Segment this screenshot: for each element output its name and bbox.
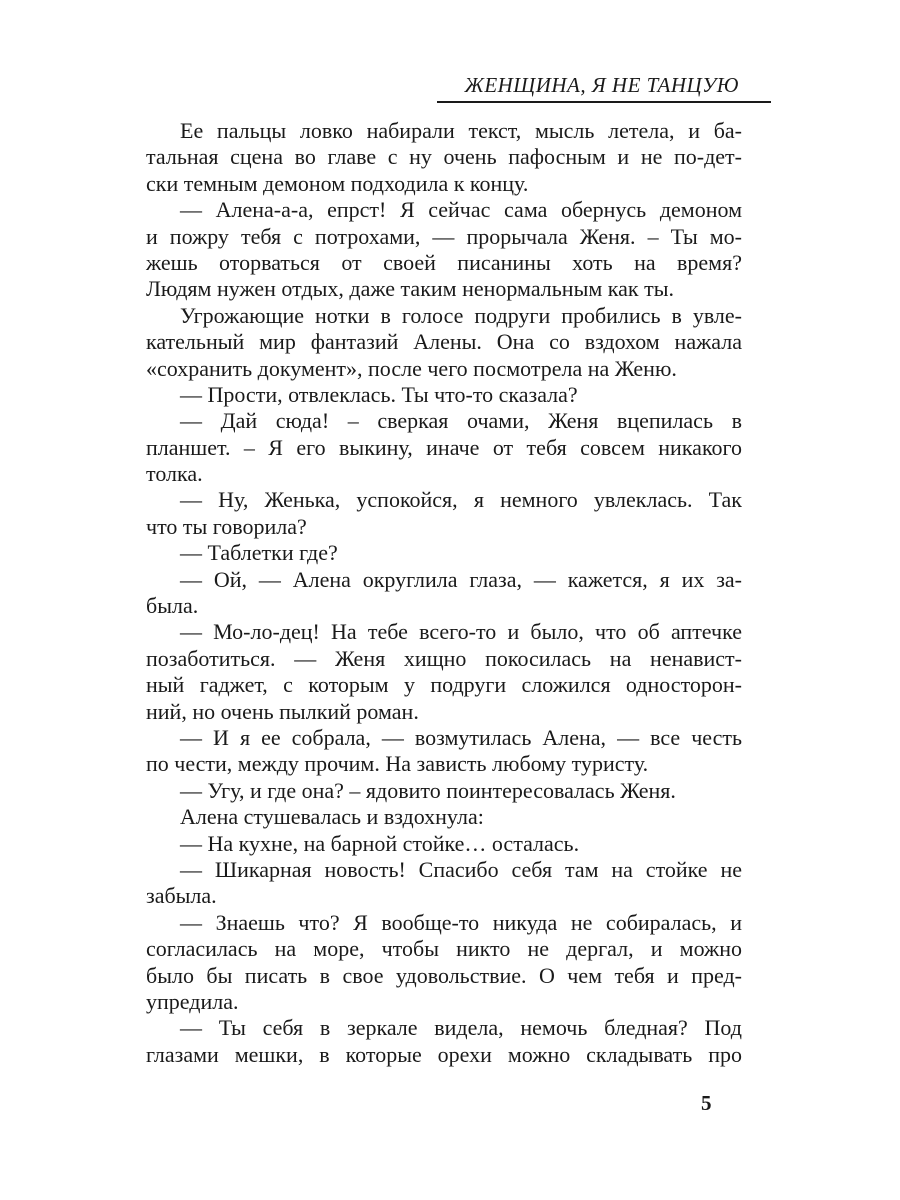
body-text: [146, 118, 742, 1068]
text-line: планшет. – Я его выкину, иначе от тебя совсем никакого: [146, 434, 742, 460]
text-line: глазами мешки, в которые орехи можно складывать про: [146, 1041, 742, 1067]
text-line: была.: [146, 593, 199, 619]
text-line: Угрожающие нотки в голосе подруги пробились в увле-: [180, 302, 742, 328]
text-line: — Ты себя в зеркале видела, немочь бледная? Под: [180, 1015, 742, 1041]
text-line: было бы писать в свое удовольствие. О чем тебя и пред-: [146, 962, 742, 988]
text-line: по чести, между прочим. На зависть любому туристу.: [146, 751, 649, 777]
text-line: — Таблетки где?: [180, 540, 338, 566]
page-number: 5: [701, 1091, 712, 1115]
text-line: и пожру тебя с потрохами, — прорычала Женя. – Ты мо-: [146, 223, 742, 249]
text-line: упредила.: [146, 988, 239, 1014]
text-line: жешь оторваться от своей писанины хоть на время?: [146, 249, 742, 275]
text-line: ний, но очень пылкий роман.: [146, 698, 419, 724]
text-line: позаботиться. — Женя хищно покосилась на ненавист-: [146, 645, 742, 671]
text-line: Людям нужен отдых, даже таким ненормальным как ты.: [146, 276, 674, 302]
text-line: — Угу, и где она? – ядовито поинтересовалась Женя.: [180, 777, 676, 803]
text-line: тальная сцена во главе с ну очень пафосным и не по-дет-: [146, 144, 742, 170]
text-line: — Мо-ло-дец! На тебе всего-то и было, что об аптечке: [180, 619, 742, 645]
text-line: кательный мир фантазий Алены. Она со вздохом нажала: [146, 329, 742, 355]
text-line: — Ну, Женька, успокойся, я немного увлеклась. Так: [180, 487, 742, 513]
text-line: Алена стушевалась и вздохнула:: [180, 804, 484, 830]
text-line: — На кухне, на барной стойке… осталась.: [180, 830, 580, 856]
running-header-title: ЖЕНЩИНА, Я НЕ ТАНЦУЮ: [464, 73, 739, 97]
text-line: — Знаешь что? Я вообще-то никуда не собиралась, и: [180, 909, 742, 935]
text-line: ски темным демоном подходила к концу.: [146, 170, 529, 196]
text-line: согласилась на море, чтобы никто не дергал, и можно: [146, 936, 742, 962]
text-line: — Алена-а-а, епрст! Я сейчас сама обернусь демоном: [180, 197, 742, 223]
text-line: — Шикарная новость! Спасибо себя там на стойке не: [180, 856, 742, 882]
text-line: — И я ее собрала, — возмутилась Алена, — все честь: [180, 724, 742, 750]
text-line: «сохранить документ», после чего посмотрела на Женю.: [146, 355, 677, 381]
text-line: — Дай сюда! – сверкая очами, Женя вцепилась в: [180, 408, 742, 434]
text-line: — Прости, отвлеклась. Ты что-то сказала?: [180, 381, 578, 407]
text-line: ный гаджет, с которым у подруги сложился односторон-: [146, 672, 742, 698]
text-line: забыла.: [146, 883, 217, 909]
text-line: — Ой, — Алена округлила глаза, — кажется, я их за-: [180, 566, 742, 592]
text-line: что ты говорила?: [146, 513, 307, 539]
running-header: [437, 72, 771, 103]
text-line: Ее пальцы ловко набирали текст, мысль летела, и ба-: [180, 118, 742, 143]
text-line: толка.: [146, 461, 203, 487]
